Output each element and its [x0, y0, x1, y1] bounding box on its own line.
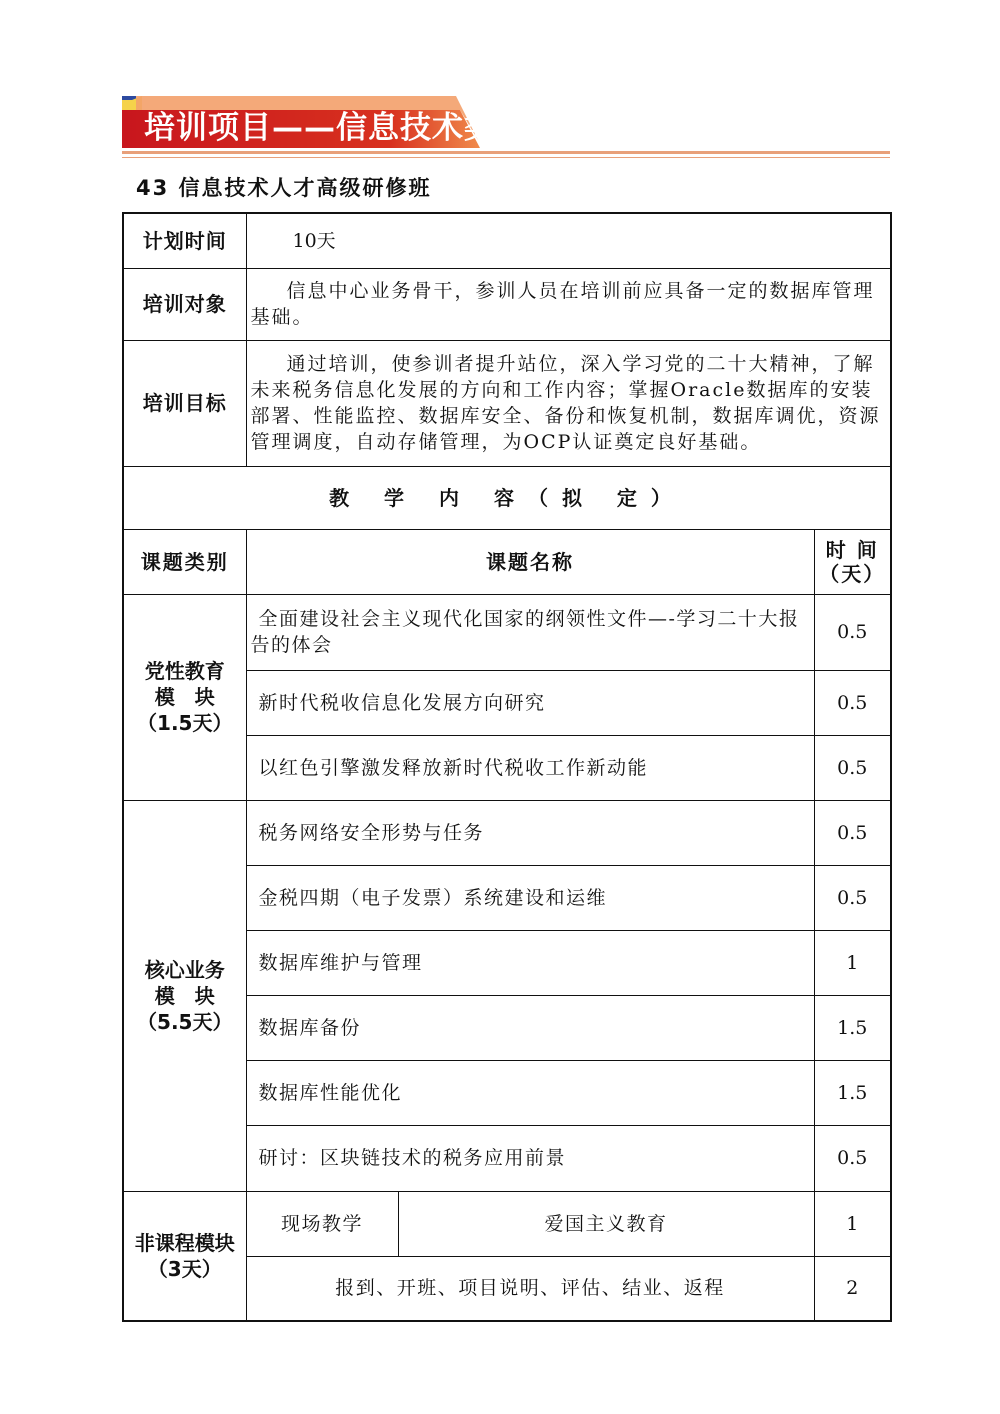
activity-name: 爱国主义教育 [398, 1191, 814, 1256]
module-name-line1: 党性教育 [144, 659, 225, 683]
topic-days: 0.5 [814, 594, 891, 670]
topic-name: 以红色引擎激发释放新时代税收工作新动能 [246, 735, 814, 800]
header-time-line2: （天） [819, 561, 886, 586]
activity-type: 现场教学 [246, 1191, 398, 1256]
topic-days: 0.5 [814, 865, 891, 930]
banner-rule [122, 151, 890, 154]
module-name-line3: （5.5天） [137, 1009, 233, 1034]
target-value: 信息中心业务骨干，参训人员在培训前应具备一定的数据库管理基础。 [246, 268, 891, 340]
banner-rule-thin [122, 157, 890, 158]
category-banner [122, 96, 890, 158]
module-non-course [123, 1191, 246, 1321]
topic-days: 0.5 [814, 800, 891, 865]
program-title: 43 信息技术人才高级研修班 [136, 176, 432, 200]
module-name-line3: （1.5天） [137, 711, 233, 735]
topic-name [246, 594, 814, 670]
activity-name: 报到、开班、项目说明、评估、结业、返程 [246, 1256, 814, 1321]
content-title: 教 学 内 容（拟 定） [123, 466, 891, 529]
header-time-line1: 时 间 [825, 537, 879, 562]
table-row [123, 1191, 891, 1256]
module-name-line1: 非课程模块 [134, 1230, 235, 1255]
topic-name: 新时代税收信息化发展方向研究 [246, 670, 814, 735]
table-row [123, 800, 891, 865]
module-name-line2: 模 块 [154, 685, 215, 709]
activity-days: 1 [814, 1191, 891, 1256]
topic-name: 研讨：区块链技术的税务应用前景 [246, 1125, 814, 1191]
plan-time-label: 计划时间 [123, 213, 246, 268]
topic-name: 金税四期（电子发票）系统建设和运维 [246, 865, 814, 930]
topic-days: 1.5 [814, 995, 891, 1060]
module-party-education [123, 594, 246, 800]
activity-days: 2 [814, 1256, 891, 1321]
topic-days: 1.5 [814, 1060, 891, 1125]
topic-days: 1 [814, 930, 891, 995]
target-row [123, 268, 891, 340]
header-time [814, 529, 891, 594]
topic-days: 0.5 [814, 670, 891, 735]
module-name-line2: 模 块 [154, 983, 215, 1008]
plan-time-row [123, 213, 891, 268]
topic-name: 数据库性能优化 [246, 1060, 814, 1125]
goal-value: 通过培训，使参训者提升站位，深入学习党的二十大精神，了解未来税务信息化发展的方向和工作内容；掌握Oracle数据库的安装部署、性能监控、数据库安全、备份和恢复机制，数据库调优，资源管理调度，自动存储管理，为OCP认证奠定良好基础。 [246, 340, 891, 466]
content-title-row [123, 466, 891, 529]
target-label: 培训对象 [123, 268, 246, 340]
topic-name: 税务网络安全形势与任务 [246, 800, 814, 865]
goal-label: 培训目标 [123, 340, 246, 466]
header-row [123, 529, 891, 594]
module-name-line1: 核心业务 [144, 957, 225, 982]
topic-name: 数据库维护与管理 [246, 930, 814, 995]
topic-name: 数据库备份 [246, 995, 814, 1060]
plan-time-value: 10天 [246, 213, 891, 268]
program-table [122, 212, 892, 1322]
goal-row [123, 340, 891, 466]
banner-title: 培训项目——信息技术类 [144, 110, 496, 146]
header-category: 课题类别 [123, 529, 246, 594]
module-core-business [123, 800, 246, 1191]
module-name-line2: （3天） [147, 1256, 222, 1281]
topic-name-text: 全面建设社会主义现代化国家的纲领性文件—-学习二十大报告的体会 [250, 608, 800, 656]
table-row [123, 594, 891, 670]
header-name: 课题名称 [246, 529, 814, 594]
topic-days: 0.5 [814, 1125, 891, 1191]
topic-days: 0.5 [814, 735, 891, 800]
